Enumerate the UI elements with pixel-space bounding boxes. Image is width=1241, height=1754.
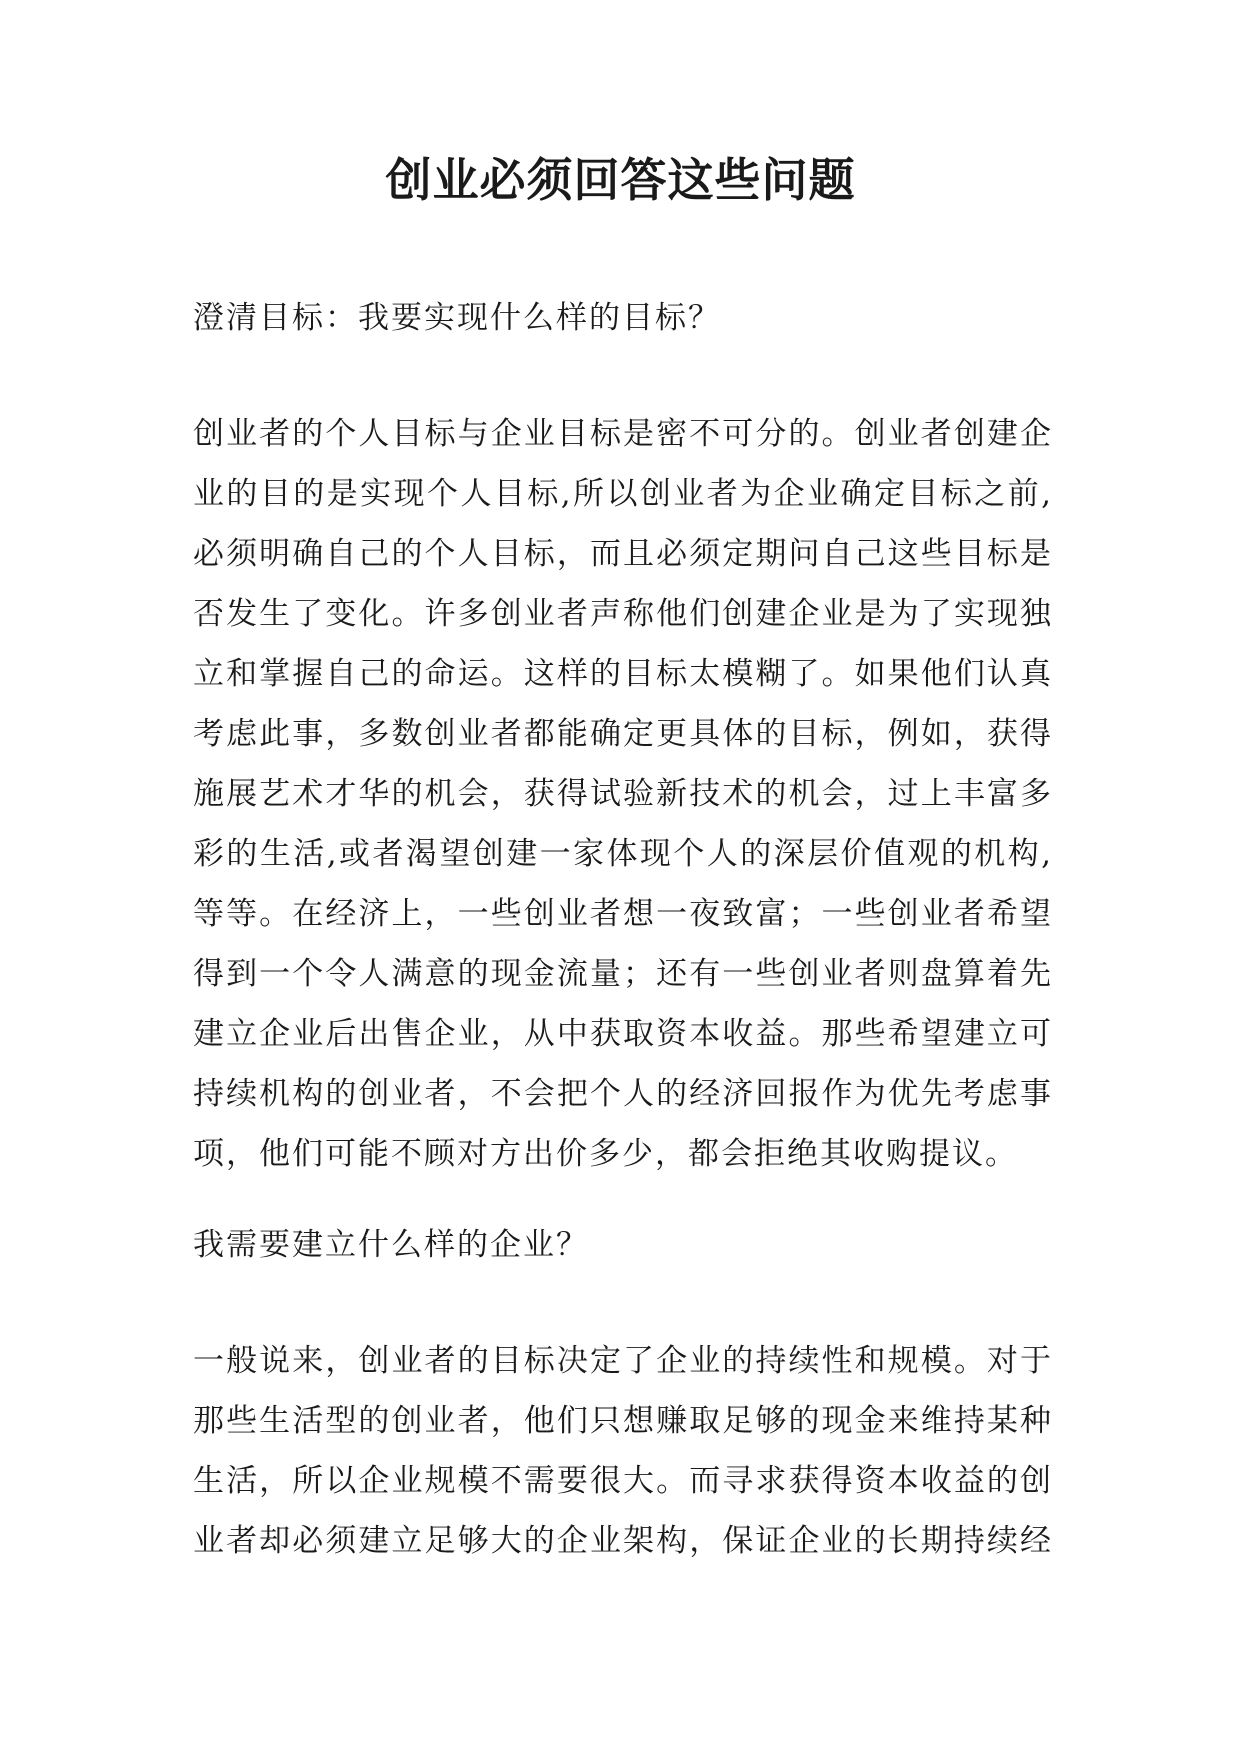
paragraph-line: 建立企业后出售企业，从中获取资本收益。那些希望建立可 xyxy=(193,1016,1053,1052)
document-title: 创业必须回答这些问题 xyxy=(385,153,856,207)
paragraph-line: 施展艺术才华的机会，获得试验新技术的机会，过上丰富多 xyxy=(193,776,1053,812)
paragraph-line: 持续机构的创业者，不会把个人的经济回报作为优先考虑事 xyxy=(193,1076,1053,1112)
section-heading-business-type: 我需要建立什么样的企业？ xyxy=(193,1227,589,1263)
section-heading-goals: 澄清目标：我要实现什么样的目标？ xyxy=(193,300,721,336)
paragraph-line: 项，他们可能不顾对方出价多少，都会拒绝其收购提议。 xyxy=(193,1136,1018,1172)
paragraph-goals xyxy=(193,404,1053,1184)
paragraph-line: 必须明确自己的个人目标，而且必须定期问自己这些目标是 xyxy=(193,536,1053,572)
paragraph-line: 业者却必须建立足够大的企业架构，保证企业的长期持续经 xyxy=(193,1523,1053,1559)
paragraph-line: 立和掌握自己的命运。这样的目标太模糊了。如果他们认真 xyxy=(193,656,1053,692)
paragraph-line: 彩的生活,或者渴望创建一家体现个人的深层价值观的机构, xyxy=(193,836,1053,872)
paragraph-line: 等等。在经济上，一些创业者想一夜致富；一些创业者希望 xyxy=(193,896,1053,932)
paragraph-line: 业的目的是实现个人目标,所以创业者为企业确定目标之前, xyxy=(193,476,1053,512)
paragraph-line: 否发生了变化。许多创业者声称他们创建企业是为了实现独 xyxy=(193,596,1053,632)
paragraph-line: 一般说来，创业者的目标决定了企业的持续性和规模。对于 xyxy=(193,1343,1053,1379)
paragraph-line: 生活，所以企业规模不需要很大。而寻求获得资本收益的创 xyxy=(193,1463,1053,1499)
paragraph-business-type xyxy=(193,1331,1053,1571)
paragraph-line: 那些生活型的创业者，他们只想赚取足够的现金来维持某种 xyxy=(193,1403,1053,1439)
paragraph-line: 创业者的个人目标与企业目标是密不可分的。创业者创建企 xyxy=(193,416,1053,452)
paragraph-line: 得到一个令人满意的现金流量；还有一些创业者则盘算着先 xyxy=(193,956,1053,992)
paragraph-line: 考虑此事，多数创业者都能确定更具体的目标，例如，获得 xyxy=(193,716,1053,752)
